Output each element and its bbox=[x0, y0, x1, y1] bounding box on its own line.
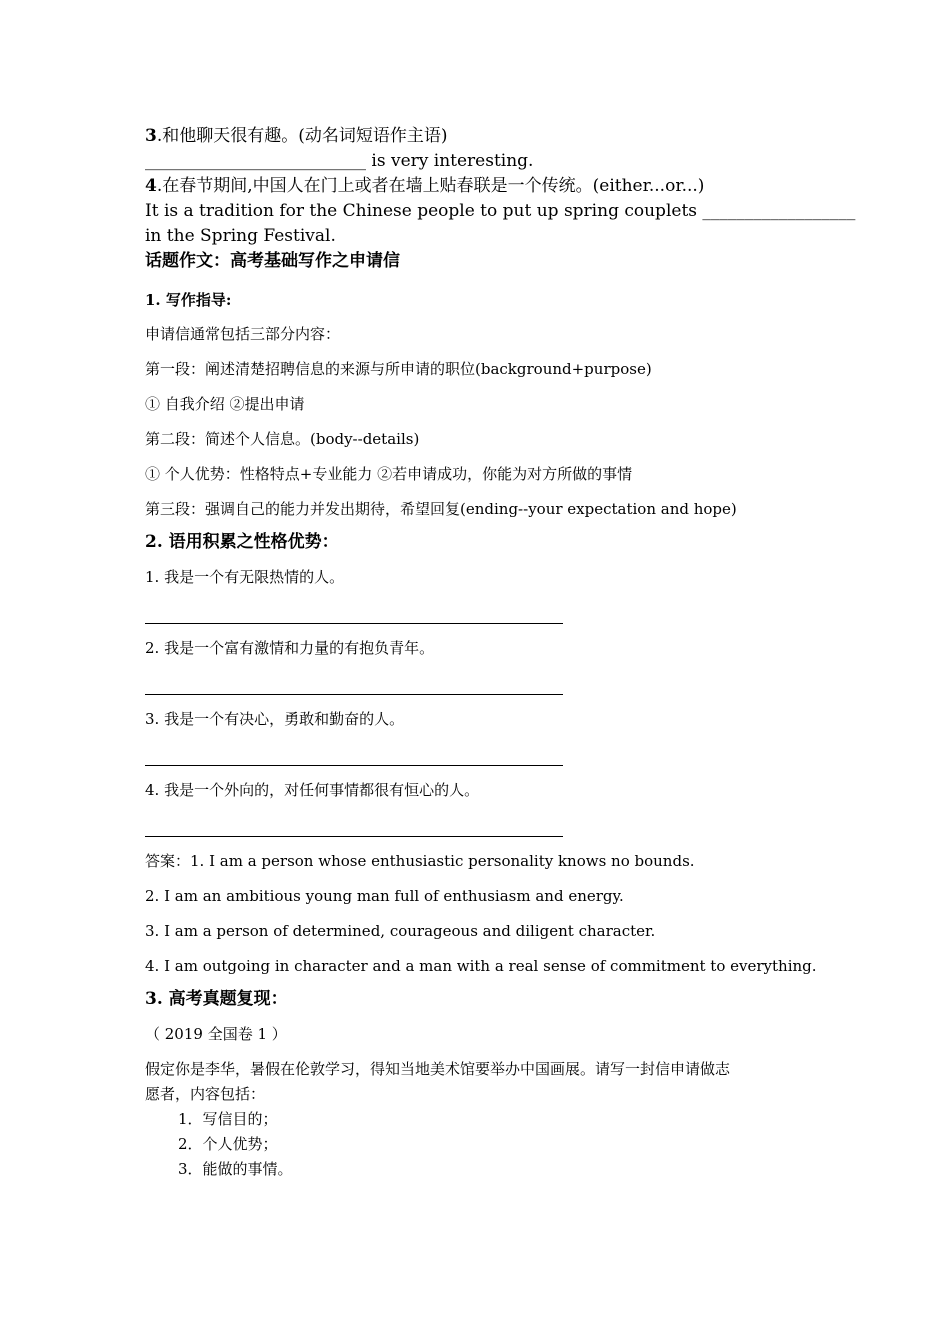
list-item: 3．能做的事情。 bbox=[178, 1160, 293, 1178]
vocab-item-3: 3. 我是一个有决心，勇敢和勤奋的人。 bbox=[145, 710, 405, 728]
vocab-answer-blank-2[interactable] bbox=[145, 694, 563, 695]
guide-para2-points: ① 个人优势：性格特点+专业能力 ②若申请成功，你能为对方所做的事情 bbox=[145, 465, 633, 483]
exam-heading: 3. 高考真题复现： bbox=[145, 989, 288, 1009]
guide-para1-points: ① 自我介绍 ②提出申请 bbox=[145, 395, 305, 413]
document-page bbox=[145, 124, 856, 1182]
list-item: 2．个人优势； bbox=[178, 1135, 278, 1153]
vocab-answer-3: 3. I am a person of determined, courageous and diligent character. bbox=[145, 922, 656, 940]
vocab-item-1: 1. 我是一个有无限热情的人。 bbox=[145, 568, 345, 586]
exam-source: （ 2019 全国卷 1 ） bbox=[145, 1025, 287, 1043]
topic-title: 话题作文：高考基础写作之申请信 bbox=[145, 251, 400, 271]
guide-para3: 第三段：强调自己的能力并发出期待，希望回复(ending--your expectation and hope) bbox=[145, 500, 737, 518]
exercise-3-question: 3.和他聊天很有趣。(动名词短语作主语) bbox=[145, 126, 448, 146]
exercise-4-line3: in the Spring Festival. bbox=[145, 226, 336, 246]
vocab-answer-blank-1[interactable] bbox=[145, 623, 563, 624]
guide-para2: 第二段：简述个人信息。(body--details) bbox=[145, 430, 420, 448]
exercise-3-blank[interactable]: __________________________ bbox=[145, 151, 366, 171]
vocab-item-4: 4. 我是一个外向的，对任何事情都很有恒心的人。 bbox=[145, 781, 480, 799]
exam-prompt-line2: 愿者，内容包括： bbox=[145, 1085, 266, 1103]
exam-requirements-list bbox=[145, 1107, 810, 1182]
exercise-3-answer-line: __________________________ is very interesting. bbox=[145, 151, 534, 171]
vocab-answer-blank-4[interactable] bbox=[145, 836, 563, 837]
exam-prompt-line1: 假定你是李华，暑假在伦敦学习，得知当地美术馆要举办中国画展。请写一封信申请做志 bbox=[145, 1060, 731, 1078]
vocab-answer-2: 2. I am an ambitious young man full of enthusiasm and energy. bbox=[145, 887, 624, 905]
exercise-4-line2: It is a tradition for the Chinese people to put up spring couplets __________________ bbox=[145, 201, 856, 221]
vocab-answer-1: 答案：1. I am a person whose enthusiastic personality knows no bounds. bbox=[145, 852, 695, 870]
list-item: 1．写信目的； bbox=[178, 1110, 278, 1128]
exercise-4-question: 4.在春节期间,中国人在门上或者在墙上贴春联是一个传统。(either...or...) bbox=[145, 176, 705, 196]
guide-intro: 申请信通常包括三部分内容： bbox=[145, 325, 341, 343]
vocab-answer-4: 4. I am outgoing in character and a man with a real sense of commitment to everything. bbox=[145, 957, 817, 975]
vocab-item-2: 2. 我是一个富有激情和力量的有抱负青年。 bbox=[145, 639, 435, 657]
guide-heading: 1. 写作指导: bbox=[145, 291, 232, 309]
vocab-heading: 2. 语用积累之性格优势： bbox=[145, 532, 339, 552]
guide-para1: 第一段：阐述清楚招聘信息的来源与所申请的职位(background+purpose) bbox=[145, 360, 652, 378]
vocab-answer-blank-3[interactable] bbox=[145, 765, 563, 766]
